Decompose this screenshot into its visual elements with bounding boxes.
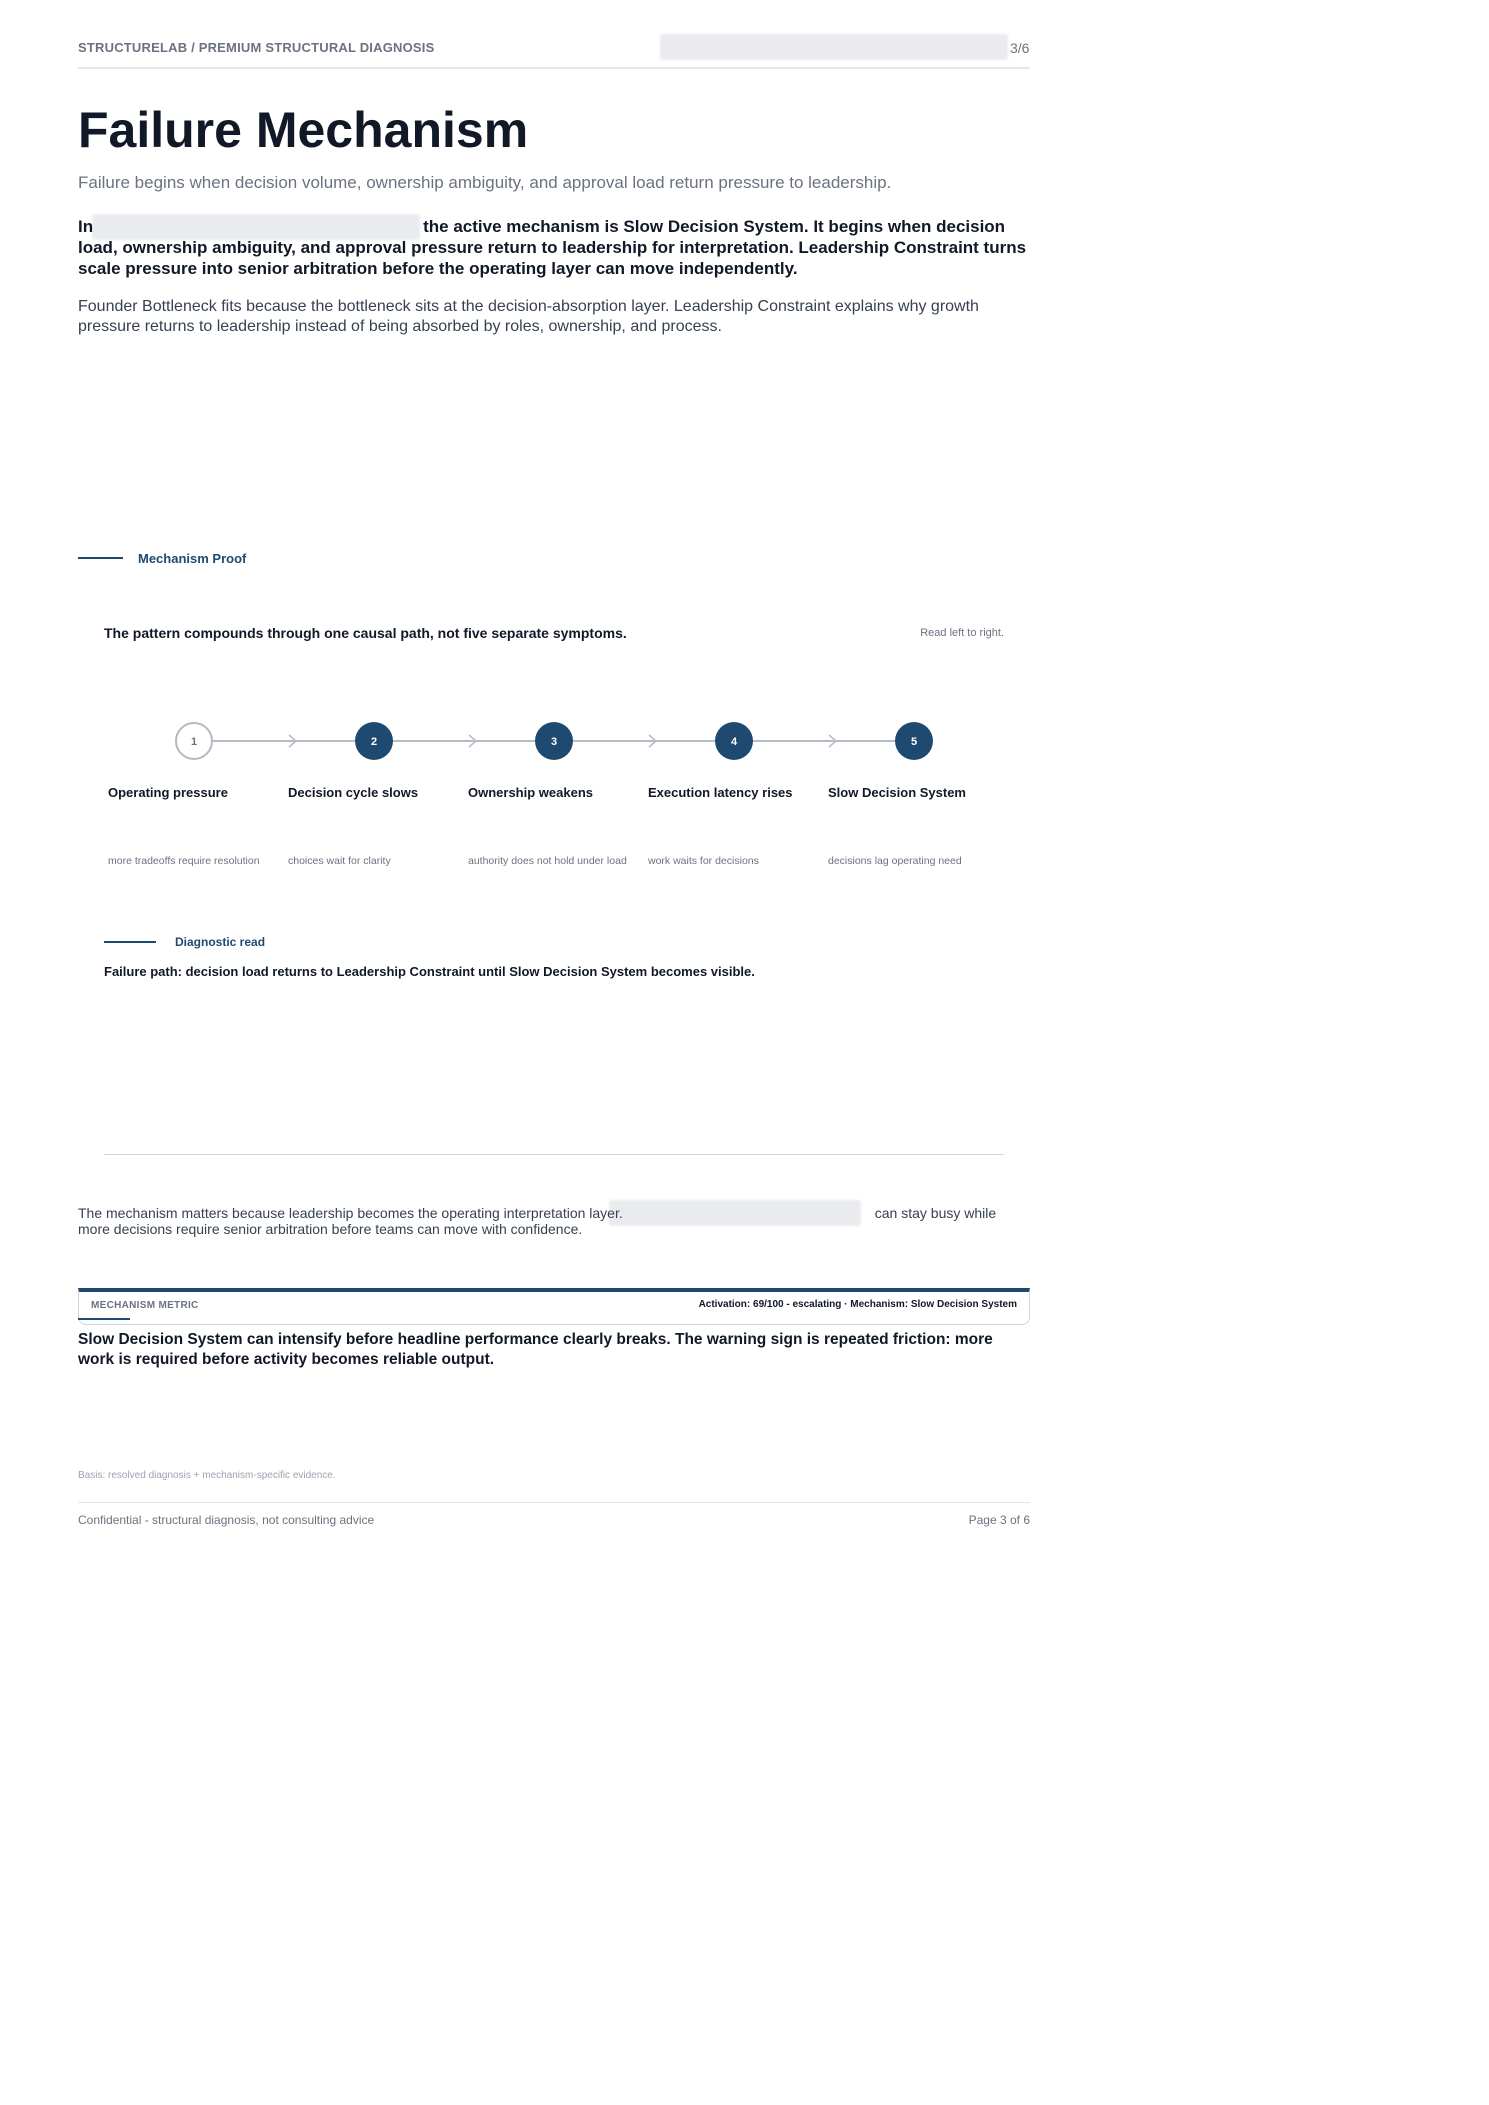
warning-statement: Slow Decision System can intensify before headline performance clearly breaks. The warning sign is repeated friction: more work is required before activity becomes reliable output. <box>78 1331 993 1368</box>
step-title: Decision cycle slows <box>288 785 419 800</box>
lead-text: the active mechanism is Slow Decision System. It begins when decision load, ownership ambiguity, and approval pressure return to leadership for interpretation. Leadership Constraint turns scale pressure into senior arbitration before the operating layer can move independently. <box>78 217 1027 278</box>
step-number: 3 <box>550 736 558 748</box>
step-description: choices wait for clarity <box>288 855 391 867</box>
causal-path-diagram <box>0 700 1104 885</box>
page-subtitle: Failure begins when decision volume, ownership ambiguity, and approval load return pressure to leadership. <box>78 173 892 192</box>
lead-paragraph <box>78 216 1028 279</box>
step-number: 1 <box>190 736 198 748</box>
causal-path-svg <box>0 700 1104 880</box>
step-description: work waits for decisions <box>648 855 759 867</box>
mechanism-paragraph-end: can stay busy while more decisions require senior arbitration before teams can move with confidence. <box>78 1205 997 1237</box>
diagnostic-read-label: Diagnostic read <box>175 935 266 949</box>
step-number: 2 <box>370 736 378 748</box>
page-fraction: 3/6 <box>1010 40 1030 56</box>
footer-divider <box>78 1502 1030 1503</box>
body-paragraph: Founder Bottleneck fits because the bottleneck sits at the decision-absorption layer. Leadership Constraint explains why growth pressure returns to leadership instead of being absorbed by roles, ownership, and process. <box>78 298 979 335</box>
diagnostic-rule <box>104 941 156 943</box>
mechanism-paragraph <box>78 1205 1028 1237</box>
redacted-client-name <box>660 34 1008 60</box>
step-number: 4 <box>730 736 738 748</box>
step-number: 5 <box>910 736 918 748</box>
basis-note: Basis: resolved diagnosis + mechanism-specific evidence. <box>78 1470 336 1481</box>
read-direction-hint: Read left to right. <box>920 627 1004 639</box>
lead-redaction-gap <box>93 217 423 235</box>
diagnostic-read-text: Failure path: decision load returns to Leadership Constraint until Slow Decision System becomes visible. <box>104 964 755 979</box>
step-title: Ownership weakens <box>468 785 593 800</box>
step-description: decisions lag operating need <box>828 855 962 867</box>
section-rule <box>78 557 123 559</box>
page-title: Failure Mechanism <box>78 102 529 158</box>
step-title: Execution latency rises <box>648 785 793 800</box>
lead-prefix: In <box>78 217 94 236</box>
step-description: more tradeoffs require resolution <box>108 855 260 867</box>
pattern-headline: The pattern compounds through one causal path, not five separate symptoms. <box>104 625 627 641</box>
mechanism-redaction-gap <box>623 1206 875 1220</box>
report-brand: STRUCTURELAB / PREMIUM STRUCTURAL DIAGNOSIS <box>78 40 435 55</box>
header-divider <box>78 67 1030 69</box>
section-divider <box>104 1154 1004 1155</box>
footer-page-number: Page 3 of 6 <box>968 1513 1030 1527</box>
step-title: Operating pressure <box>108 785 228 800</box>
section-label-mechanism-proof: Mechanism Proof <box>138 551 247 566</box>
metric-label: MECHANISM METRIC <box>91 1300 199 1311</box>
step-description: authority does not hold under load <box>468 855 627 867</box>
step-title: Slow Decision System <box>828 785 966 800</box>
metric-label-underline <box>78 1318 130 1320</box>
mechanism-paragraph-start: The mechanism matters because leadership becomes the operating interpretation layer. <box>78 1205 623 1221</box>
metric-status: Activation: 69/100 - escalating · Mechanism: Slow Decision System <box>698 1299 1017 1310</box>
footer-confidential: Confidential - structural diagnosis, not consulting advice <box>78 1513 375 1527</box>
